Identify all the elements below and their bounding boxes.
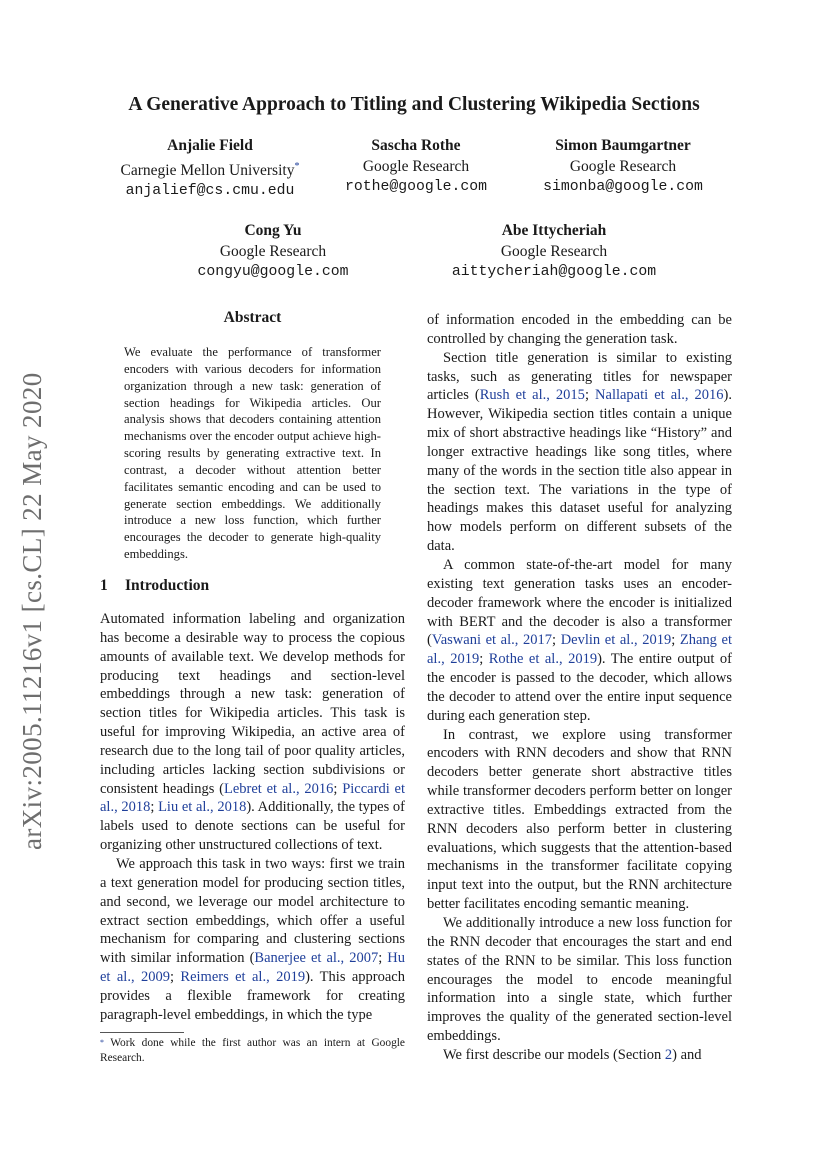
citation-link[interactable]: Piccardi et al., 2018 <box>100 780 405 816</box>
footnote-divider <box>100 1032 184 1033</box>
author-affiliation: Carnegie Mellon University* <box>120 160 300 179</box>
citation-link[interactable]: Liu et al., 2018 <box>158 799 247 816</box>
author-email: anjalief@cs.cmu.edu <box>125 183 295 200</box>
author-affiliation: Google Research <box>500 242 608 260</box>
author-email: congyu@google.com <box>197 264 349 280</box>
paragraph: Automated information labeling and organization has become a desirable way to process the copious amounts of available text. We develop methods for producing text headings and section-level embeddings through a new task: generation of section titles for Wikipedia articles. This task is useful for improving Wikipedia, an active area of research due to the long tail of poor quality articles, including articles lacking section subdivisions or consistent headings (Lebret et al., 2016; Piccardi et al., 2018; Liu et al., 2018). Additionally, the types of labels used to denote sections can be useful for organizing other unstructured collections of text. <box>100 611 405 854</box>
author-block <box>518 136 728 198</box>
section-heading-introduction <box>100 577 209 595</box>
arxiv-identifier-stamp: arXiv:2005.11216v1 [cs.CL] 22 May 2020 <box>17 372 47 850</box>
paragraph: We additionally introduce a new loss function for the RNN decoder that encourages the start and end states of the RNN to be similar. This loss function encourages the model to encode meaningful information into a single state, which further improves the quality of the generated section-level embeddings. <box>427 915 732 1045</box>
citation-link[interactable]: Zhang et al., 2019 <box>427 632 732 668</box>
author-affiliation: Google Research <box>362 157 470 175</box>
author-affiliation: Google Research <box>569 157 677 175</box>
author-name: Abe Ittycheriah <box>501 222 607 239</box>
author-block <box>318 136 514 198</box>
abstract-heading: Abstract <box>223 309 282 326</box>
paragraph: We approach this task in two ways: first we train a text generation model for producing section titles, and second, we leverage our model architecture to extract section embeddings, which offer a useful mechanism for comparing and clustering sections with similar information (Banerjee et al., 2007; Hu et al., 2009; Reimers et al., 2019). This approach provides a flexible framework for creating paragraph-level embeddings, in which the type <box>100 855 405 1023</box>
paragraph: In contrast, we explore using transformer encoders with RNN decoders and show that RNN decoders better generate short abstractive titles while transformer decoders perform better on longer extractive titles. Embeddings extracted from the RNN decoders also perform better in clustering evaluations, which suggests that the attention-based mechanisms in the transformer facilitate copying input text into the output, but the RNN architecture better facilitates encoding semantic meaning. <box>427 726 732 913</box>
author-block <box>178 221 368 283</box>
left-column-text <box>100 610 405 1025</box>
paper-title: A Generative Approach to Titling and Clustering Wikipedia Sections <box>128 94 700 115</box>
author-email: simonba@google.com <box>543 179 703 195</box>
citation-link[interactable]: Vaswani et al., 2017 <box>431 632 553 649</box>
footnote: * Work done while the first author was an intern at Google Research. <box>100 1037 405 1064</box>
author-block <box>425 221 683 283</box>
abstract-text: We evaluate the performance of transformer encoders with various decoders for information organization through a new task: generation of section headings for Wikipedia articles. Our analysis shows that decoders containing attention mechanisms over the encoder output achieve high-scoring results by generating extractive text. In contrast, a decoder without attention better facilitates semantic encoding and can be used to generate section embeddings. We additionally introduce a new loss function, which further encourages the decoder to generate high-quality embeddings. <box>124 345 381 562</box>
paragraph: A common state-of-the-art model for many existing text generation tasks uses an encoder-decoder framework where the encoder is initialized with BERT and the decoder is also a transformer (Vaswani et al., 2017; Devlin et al., 2019; Zhang et al., 2019; Rothe et al., 2019). The entire output of the encoder is passed to the decoder, which allows the decoder to attend over the entire input sequence during each generation step. <box>427 556 732 724</box>
paragraph: Section title generation is similar to existing tasks, such as generating titles for newspaper articles (Rush et al., 2015; Nallapati et al., 2016). However, Wikipedia section titles contain a unique mix of short abstractive headings like “History” and longer extractive headings like song titles, where many of the words in the section title also appear in the section text. The variations in the type of headings makes this dataset useful for analyzing how models perform on different subsets of the data. <box>427 349 732 555</box>
author-name: Sascha Rothe <box>371 137 461 154</box>
author-name: Anjalie Field <box>167 137 253 154</box>
footnote-marker[interactable]: * <box>294 160 300 172</box>
paragraph: We first describe our models (Section 2) and <box>443 1046 702 1063</box>
author-email: aittycheriah@google.com <box>451 264 657 280</box>
citation-link[interactable]: Reimers et al., 2019 <box>180 969 306 986</box>
citation-link[interactable]: Nallapati et al., 2016 <box>595 387 724 404</box>
paragraph: of information encoded in the embedding can be controlled by changing the generation task. <box>427 312 732 347</box>
citation-link[interactable]: Hu et al., 2009 <box>100 950 405 986</box>
author-name: Simon Baumgartner <box>555 137 691 154</box>
author-email: rothe@google.com <box>344 179 488 195</box>
right-column-text <box>427 311 732 1065</box>
author-block <box>100 136 320 202</box>
citation-link[interactable]: Lebret et al., 2016 <box>223 780 334 797</box>
section-title: Introduction <box>125 577 210 594</box>
citation-link[interactable]: Rothe et al., 2019 <box>488 651 598 668</box>
footnote-marker: * <box>100 1038 104 1047</box>
section-reference-link[interactable]: 2 <box>664 1046 673 1063</box>
section-number: 1 <box>100 577 108 594</box>
citation-link[interactable]: Banerjee et al., 2007 <box>254 950 379 967</box>
citation-link[interactable]: Devlin et al., 2019 <box>560 632 672 649</box>
author-affiliation: Google Research <box>219 242 327 260</box>
citation-link[interactable]: Rush et al., 2015 <box>479 387 585 404</box>
author-name: Cong Yu <box>244 222 302 239</box>
